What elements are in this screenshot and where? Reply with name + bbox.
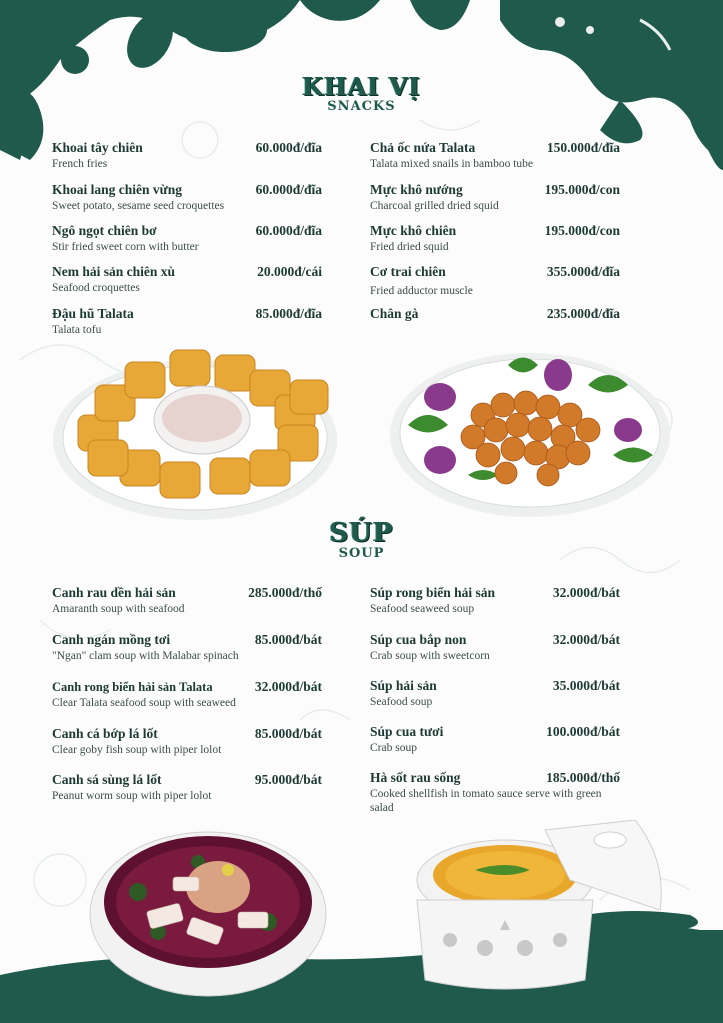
item-english: Peanut worm soup with piper lolot	[52, 790, 212, 802]
menu-item	[52, 306, 322, 337]
item-english: "Ngan" clam soup with Malabar spinach	[52, 650, 239, 662]
item-name: Canh rau dền hải sản	[52, 585, 176, 600]
item-english: Amaranth soup with seafood	[52, 603, 185, 615]
item-price: 60.000đ/đĩa	[255, 182, 322, 197]
menu-item	[370, 632, 620, 663]
item-name: Canh sá sùng lá lốt	[52, 772, 162, 787]
item-name: Chả ốc nứa Talata	[370, 140, 476, 155]
amaranth-soup-photo	[88, 822, 328, 1002]
item-english: Sweet potato, sesame seed croquettes	[52, 200, 225, 212]
item-name: Súp rong biển hải sản	[370, 585, 496, 600]
item-price: 355.000đ/đĩa	[546, 264, 620, 279]
menu-item	[52, 264, 322, 295]
menu-item	[370, 140, 620, 171]
item-price: 100.000đ/bát	[546, 724, 620, 739]
menu-item	[370, 678, 620, 709]
item-english: Crab soup with sweetcorn	[370, 650, 490, 662]
item-english: Clear goby fish soup with piper lolot	[52, 744, 222, 756]
item-name: Nem hải sản chiên xù	[52, 264, 176, 279]
item-name: Cơ trai chiên	[370, 264, 446, 279]
item-price: 85.000đ/đĩa	[255, 306, 322, 321]
snacks-title-en: SNACKS	[327, 99, 396, 114]
fried-croquettes-photo	[50, 340, 340, 525]
item-name: Hà sốt rau sống	[370, 770, 461, 785]
item-english: Seafood soup	[370, 696, 433, 708]
item-name: Canh rong biển hải sản Talata	[52, 680, 213, 694]
item-english: French fries	[52, 158, 108, 170]
menu-item	[370, 585, 620, 616]
item-price: 195.000đ/con	[544, 223, 620, 238]
item-price: 60.000đ/đĩa	[255, 223, 322, 238]
menu-item	[52, 182, 322, 213]
menu-item	[52, 679, 322, 710]
item-price: 95.000đ/bát	[254, 772, 322, 787]
item-price: 85.000đ/bát	[254, 726, 322, 741]
item-english: Fried adductor muscle	[370, 285, 473, 297]
item-price: 32.000đ/bát	[552, 632, 620, 647]
item-name: Mực khô nướng	[370, 182, 463, 197]
item-name: Súp cua bắp non	[370, 632, 467, 647]
soup-title-en: SOUP	[338, 546, 385, 561]
item-english: Talata mixed snails in bamboo tube	[370, 158, 534, 170]
item-price: 60.000đ/đĩa	[255, 140, 322, 155]
menu-item	[370, 223, 620, 254]
item-english: Stir fried sweet corn with butter	[52, 241, 199, 253]
item-english: Talata tofu	[52, 324, 102, 336]
item-name: Mực khô chiên	[370, 223, 457, 238]
soup-section-title	[0, 518, 723, 561]
item-price: 85.000đ/bát	[254, 632, 322, 647]
item-price: 185.000đ/thố	[546, 770, 620, 785]
item-price: 235.000đ/đĩa	[546, 306, 620, 321]
menu-item	[52, 632, 322, 663]
item-price: 32.000đ/bát	[254, 679, 322, 694]
item-name: Chân gà	[370, 306, 419, 321]
item-name: Canh ngán mồng tơi	[52, 632, 171, 647]
item-price: 32.000đ/bát	[552, 585, 620, 600]
item-name: Khoai lang chiên vừng	[52, 182, 183, 197]
item-price: 195.000đ/con	[544, 182, 620, 197]
item-name: Súp cua tươi	[370, 724, 444, 739]
item-english: Crab soup	[370, 742, 417, 754]
item-price: 285.000đ/thố	[248, 585, 322, 600]
item-name: Khoai tây chiên	[52, 140, 143, 155]
item-name: Canh cá bớp lá lốt	[52, 726, 158, 741]
fried-snack-salad-photo	[388, 345, 673, 520]
item-english: Clear Talata seafood soup with seaweed	[52, 697, 236, 709]
item-english: Charcoal grilled dried squid	[370, 200, 499, 212]
item-name: Ngô ngọt chiên bơ	[52, 223, 157, 238]
menu-item	[52, 585, 322, 616]
snacks-section-title	[0, 72, 723, 114]
item-name: Đậu hũ Talata	[52, 306, 134, 321]
snacks-title-vi: KHAI VỊ	[302, 72, 421, 101]
item-english: Seafood croquettes	[52, 282, 140, 294]
item-english: Cooked shellfish in tomato sauce serve with green salad	[370, 788, 602, 814]
menu-item	[370, 264, 620, 298]
item-name: Súp hải sản	[370, 678, 437, 693]
item-english: Fried dried squid	[370, 241, 449, 253]
menu-item	[52, 772, 322, 803]
menu-item	[370, 306, 620, 322]
item-english: Seafood seaweed soup	[370, 603, 475, 615]
item-price: 20.000đ/cái	[257, 264, 322, 279]
menu-item	[52, 726, 322, 757]
item-price: 150.000đ/đĩa	[546, 140, 620, 155]
soup-title-vi: SÚP	[329, 518, 394, 548]
menu-item	[370, 182, 620, 213]
menu-item	[52, 223, 322, 254]
item-price: 35.000đ/bát	[552, 678, 620, 693]
menu-item	[370, 724, 620, 755]
menu-item	[370, 770, 620, 815]
crab-soup-pot-photo	[405, 820, 670, 1000]
menu-item	[52, 140, 322, 171]
